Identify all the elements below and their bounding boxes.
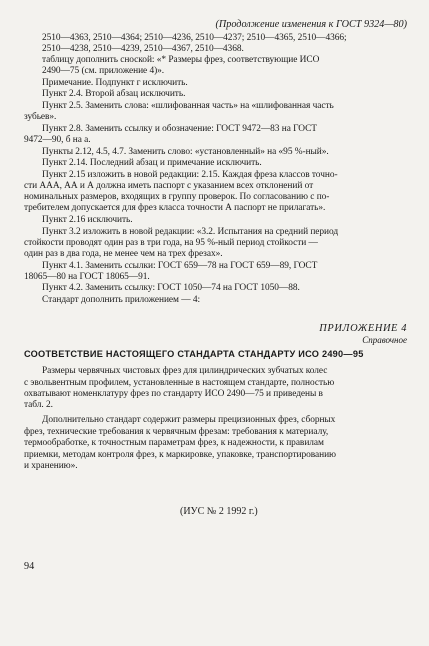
text-line: требителем допускается для фрез класса точности А паспорт не прилагать». [24, 203, 326, 213]
text-line: стойкости проводят один раз в три года, на 95 %-ный период стойкости — [24, 238, 318, 248]
text-line: Дополнительно стандарт содержит размеры прецизионных фрез, сборных [42, 415, 336, 425]
izs-reference: (ИУС № 2 1992 г.) [180, 506, 258, 517]
text-line: термообработке, к точностным параметрам фрез, к надежности, к правилам [24, 438, 324, 448]
text-line: 2490—75 (см. приложение 4)». [42, 66, 165, 76]
text-line: табл. 2. [24, 400, 53, 410]
text-line: Пункт 4.2. Заменить ссылку: ГОСТ 1050—74 на ГОСТ 1050—88. [42, 283, 300, 293]
text-line: Пункт 2.14. Последний абзац и примечание исключить. [42, 158, 262, 168]
text-line: Пункт 2.8. Заменить ссылку и обозначение: ГОСТ 9472—83 на ГОСТ [42, 124, 317, 134]
text-line: Пункт 4.1. Заменить ссылки: ГОСТ 659—78 на ГОСТ 659—89, ГОСТ [42, 261, 318, 271]
text-line: Пункт 2.16 исключить. [42, 215, 133, 225]
text-line: зубьев». [24, 112, 57, 122]
text-line: 9472—90, б на а. [24, 135, 91, 145]
text-line: Пункт 3.2 изложить в новой редакции: «3.2. Испытания на средний период [42, 227, 339, 237]
text-line: Пункт 2.4. Второй абзац исключить. [42, 89, 186, 99]
text-line: приемки, методам контроля фрез, к маркировке, упаковке, транспортированию [24, 450, 337, 460]
text-line: Стандарт дополнить приложением — 4: [42, 295, 201, 305]
text-line: с эвольвентным профилем, установленные в настоящем стандарте, полностью [24, 378, 335, 388]
text-line: фрез, технические требования к червячным фрезам: требования к материалу, [24, 427, 329, 437]
text-line: Размеры червячных чистовых фрез для цилиндрических зубчатых колес [42, 366, 328, 376]
text-line: Пункты 2.12, 4.5, 4.7. Заменить слово: «установленный» на «95 %-ный». [42, 147, 329, 157]
text-line: сти ААА, АА и А должна иметь паспорт с указанием всех отклонений от [24, 181, 314, 191]
text-line: Пункт 2.15 изложить в новой редакции: 2.15. Каждая фреза классов точно- [42, 170, 338, 180]
page-number: 94 [24, 561, 35, 572]
appendix-reference-type: Справочное [362, 335, 407, 345]
text-line: Пункт 2.5. Заменить слова: «шлифованная часть» на «шлифованная часть [42, 101, 334, 111]
text-line: 18065—80 на ГОСТ 18065—91. [24, 272, 150, 282]
text-line: один раз в два года, не менее чем на трех фрезах». [24, 249, 223, 259]
text-line: и хранению». [24, 461, 78, 471]
text-line: охватывают номенклатуру фрез по стандарту ИСО 2490—75 и приведены в [24, 389, 323, 399]
text-line: 2510—4238, 2510—4239, 2510—4367, 2510—4368. [42, 44, 244, 54]
text-line: 2510—4363, 2510—4364; 2510—4236, 2510—4237; 2510—4365, 2510—4366; [42, 33, 347, 43]
text-line: номинальных размеров, входящих в группу проверок. По согласованию с по- [24, 192, 330, 202]
text-line: таблицу дополнить сноской: «* Размеры фрез, соответствующие ИСО [42, 55, 320, 65]
section-title: СООТВЕТСТВИЕ НАСТОЯЩЕГО СТАНДАРТА СТАНДАРТУ ИСО 2490—95 [24, 349, 364, 359]
appendix-label: ПРИЛОЖЕНИЕ 4 [319, 323, 407, 334]
continuation-header: (Продолжение изменения к ГОСТ 9324—80) [215, 19, 407, 30]
text-line: Примечание. Подпункт г исключить. [42, 78, 188, 88]
